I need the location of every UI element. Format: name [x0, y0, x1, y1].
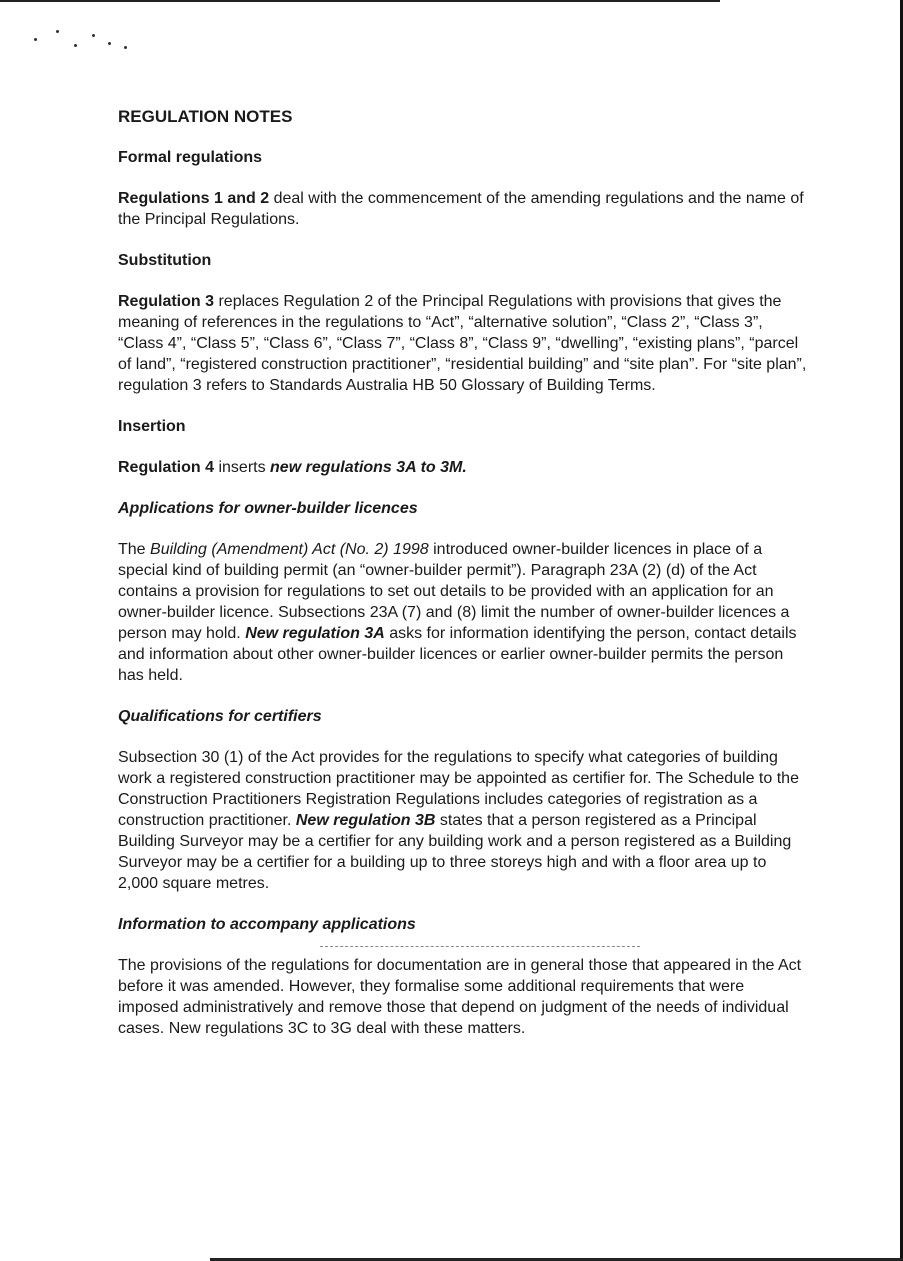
scan-specks	[30, 28, 140, 58]
paragraph-formal-regulations	[118, 188, 808, 230]
paragraph-text: asks for information identifying the person, contact details and information about other owner-builder licences or earlier owner-builder permits the person has held.	[118, 625, 797, 684]
document-body	[118, 106, 808, 1059]
speck	[108, 42, 111, 45]
scan-dash-artifact	[320, 946, 640, 949]
paragraph-emphasis: New regulation 3B	[295, 812, 436, 829]
heading-owner-builder-licences: Applications for owner-builder licences	[118, 500, 418, 517]
heading-substitution: Substitution	[118, 252, 212, 269]
paragraph-lead: Regulations 1 and 2	[118, 190, 270, 207]
paragraph-text: The	[118, 541, 151, 558]
paragraph-text: introduced owner-builder licences in place of a special kind of building permit (an “owner-builder permit”). Paragraph 23A (2) (d) of the Act contains a provision for regulations to set out details to be provided with an application for an owner-builder licence. Subsections 23A (7) and (8) limit the number of owner-builder licences a person may hold.	[118, 541, 790, 642]
paragraph-text: deal with the commencement of the amending regulations and the name of the Principal Regulations.	[118, 190, 804, 228]
speck	[92, 34, 95, 37]
paragraph-emphasis: New regulation 3A	[245, 625, 385, 642]
speck	[74, 44, 77, 47]
paragraph-text: inserts	[214, 459, 271, 476]
paragraph-owner-builder	[118, 539, 808, 686]
paragraph-lead: Regulation 4	[118, 459, 215, 476]
act-name: Building (Amendment) Act (No. 2) 1998	[150, 541, 429, 558]
speck	[56, 30, 59, 33]
paragraph-text: replaces Regulation 2 of the Principal Regulations with provisions that gives the meaning of references in the regulations to “Act”, “alternative solution”, “Class 2”, “Class 3”, “Class 4”, “Class 5”, “Class 6”, “Class 7”, “Class 8”, “Class 9”, “dwelling”, “existing plans”, “parcel of land”, “registered construction practitioner”, “residential building” and “site plan”. For “site plan”, regulation 3 refers to Standards Australia HB 50 Glossary of Building Terms.	[118, 293, 807, 394]
paragraph-certifiers	[118, 747, 808, 894]
paragraph-text: states that a person registered as a Principal Building Surveyor may be a certifier for any building work and a person registered as a Building Surveyor may be a certifier for a building up to three storeys high and with a floor area up to 2,000 square metres.	[118, 812, 792, 892]
document-title: REGULATION NOTES	[118, 107, 293, 126]
speck	[124, 46, 127, 49]
scan-edge-top	[0, 0, 720, 2]
paragraph-substitution	[118, 291, 808, 396]
paragraph-information: The provisions of the regulations for documentation are in general those that appeared in the Act before it was amended. However, they formalise some additional requirements that were imposed administratively and remove those that depend on judgment of the needs of individual cases. New regulations 3C to 3G deal with these matters.	[118, 957, 802, 1037]
speck	[34, 38, 37, 41]
heading-formal-regulations: Formal regulations	[118, 149, 263, 166]
paragraph-insertion	[118, 457, 808, 478]
heading-qualifications-for-certifiers: Qualifications for certifiers	[118, 708, 322, 725]
paragraph-lead: Regulation 3	[118, 293, 215, 310]
heading-insertion: Insertion	[118, 418, 186, 435]
heading-information-to-accompany-applications: Information to accompany applications	[118, 916, 416, 933]
paragraph-text: Subsection 30 (1) of the Act provides for the regulations to specify what categories of building work a registered construction practitioner may be appointed as certifier for. The Schedule to the Construction Practitioners Registration Regulations includes categories of registration as a construction practitioner.	[118, 749, 799, 829]
paragraph-emphasis: new regulations 3A to 3M.	[270, 459, 467, 476]
